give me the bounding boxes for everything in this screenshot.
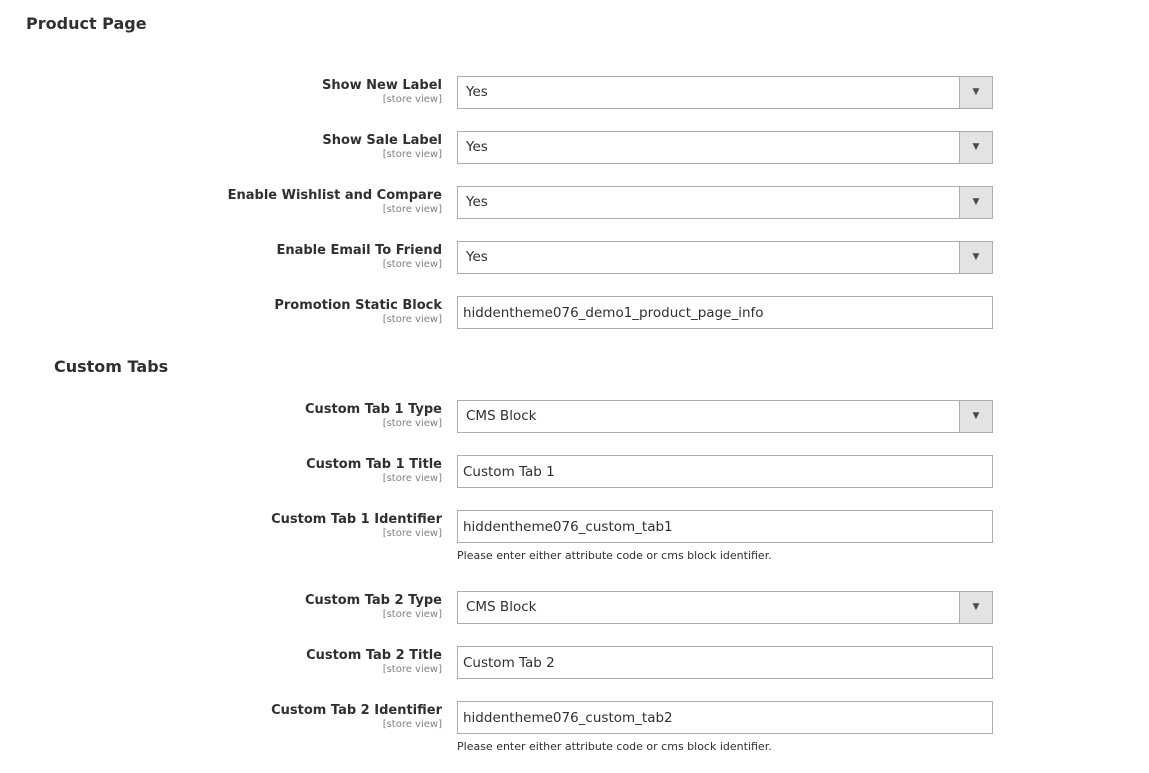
field-row (0, 591, 1000, 624)
scope-label: [store view] (382, 528, 442, 539)
field-label: Custom Tab 1 Title (306, 457, 442, 472)
field-label: Show New Label (322, 78, 442, 93)
field-label: Enable Email To Friend (276, 243, 442, 258)
field-label: Promotion Static Block (274, 298, 442, 313)
promotion-static-block-input[interactable] (457, 296, 993, 329)
field-label: Custom Tab 2 Title (306, 648, 442, 663)
field-row (0, 186, 1000, 219)
field-row (0, 455, 1000, 488)
custom-tab-2-title-input[interactable] (457, 646, 993, 679)
selected-value: CMS Block (466, 408, 537, 424)
field-row (0, 241, 1000, 274)
chevron-down-icon[interactable]: ▼ (959, 132, 992, 163)
custom-tab-2-type-select[interactable] (457, 591, 993, 624)
field-row (0, 296, 1000, 329)
scope-label: [store view] (382, 719, 442, 730)
enable-email-to-friend-select[interactable] (457, 241, 993, 274)
scope-label: [store view] (382, 473, 442, 484)
selected-value: Yes (466, 194, 488, 210)
custom-tab-1-identifier-input[interactable] (457, 510, 993, 543)
field-row (0, 131, 1000, 164)
section-title: Product Page (26, 14, 147, 33)
scope-label: [store view] (382, 94, 442, 105)
field-label: Custom Tab 1 Identifier (271, 512, 442, 527)
selected-value: Yes (466, 249, 488, 265)
scope-label: [store view] (382, 609, 442, 620)
field-label: Show Sale Label (322, 133, 442, 148)
selected-value: Yes (466, 139, 488, 155)
scope-label: [store view] (382, 418, 442, 429)
chevron-down-icon[interactable]: ▼ (959, 242, 992, 273)
chevron-down-icon[interactable]: ▼ (959, 592, 992, 623)
custom-tab-1-title-input[interactable] (457, 455, 993, 488)
field-row (0, 646, 1000, 679)
field-label: Custom Tab 2 Type (304, 593, 442, 608)
show-new-label-select[interactable] (457, 76, 993, 109)
selected-value: CMS Block (466, 599, 537, 615)
custom-tab-1-type-select[interactable] (457, 400, 993, 433)
field-label: Custom Tab 1 Type (304, 402, 442, 417)
scope-label: [store view] (382, 204, 442, 215)
selected-value: Yes (466, 84, 488, 100)
field-note: Please enter either attribute code or cms block identifier. (457, 549, 772, 562)
field-row (0, 510, 1000, 543)
field-row (0, 76, 1000, 109)
field-label: Enable Wishlist and Compare (227, 188, 442, 203)
scope-label: [store view] (382, 149, 442, 160)
show-sale-label-select[interactable] (457, 131, 993, 164)
chevron-down-icon[interactable]: ▼ (959, 77, 992, 108)
field-row (0, 400, 1000, 433)
custom-tab-2-identifier-input[interactable] (457, 701, 993, 734)
scope-label: [store view] (382, 314, 442, 325)
field-note: Please enter either attribute code or cms block identifier. (457, 740, 772, 753)
field-row (0, 701, 1000, 734)
enable-wishlist-and-compare-select[interactable] (457, 186, 993, 219)
field-label: Custom Tab 2 Identifier (271, 703, 442, 718)
chevron-down-icon[interactable]: ▼ (959, 187, 992, 218)
chevron-down-icon[interactable]: ▼ (959, 401, 992, 432)
custom-tabs-title: Custom Tabs (54, 357, 169, 376)
scope-label: [store view] (382, 259, 442, 270)
scope-label: [store view] (382, 664, 442, 675)
